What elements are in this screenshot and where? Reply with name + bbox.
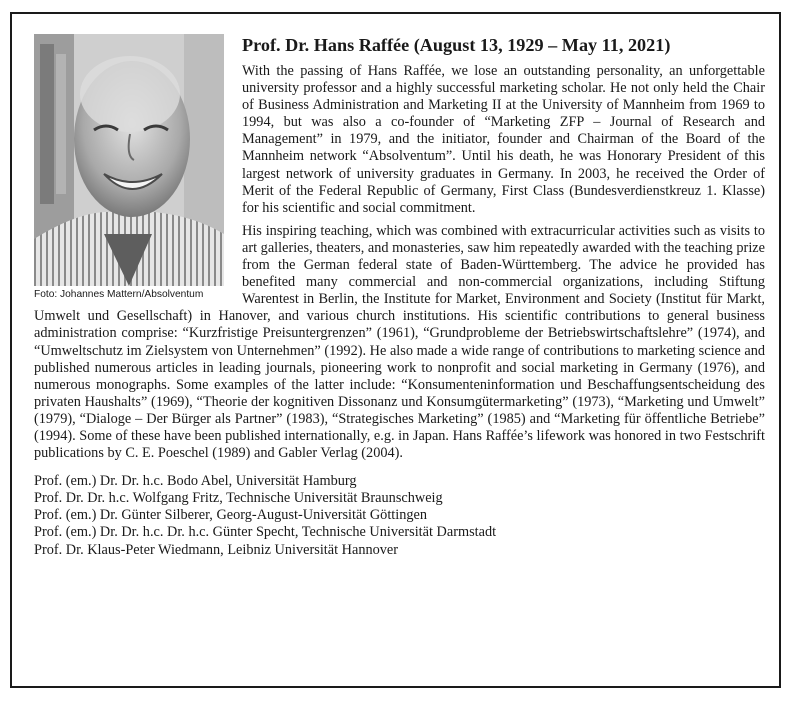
signatory-line: Prof. Dr. Dr. h.c. Wolfgang Fritz, Technische Universität Braunschweig	[34, 490, 443, 507]
signatory-line: Prof. (em.) Dr. Günter Silberer, Georg-August-Universität Göttingen	[34, 507, 428, 524]
paragraph-2: His inspiring teaching, which was combined with extracurricular activities such as visits to art galleries, theaters, and monasteries, saw him repeatedly awarded with the teaching prize from the German federal state of Baden-Württemberg. The advice he provided has benefited many commercial and non-commercial organizations, including Stiftung Warentest in Berlin, the Institute for Market, Environment and Society (Institut für Markt, Umwelt und Gesellschaft) in Hanover, and various church institutions. His scientific contributions to general business administration comprise: “Kurzfristige Preisuntergrenzen” (1961), “Grundprobleme der Betriebswirtschaftslehre” (1974), and “Umweltschutz im Zielsystem von Unternehmen” (1992). He also made a wide range of contributions to marketing science and published numerous articles in leading journals, pioneering work to nonprofit and social marketing in Germany (1976), and numerous monographs. Some examples of the latter include: “Konsumenteninformation und Beschaffungsentscheidung des privaten Haushalts” (1969), “Theorie der kognitiven Dissonanz und Konsumgütermarketing” (1973), “Marketing und Umwelt” (1979), “Dialoge – Der Bürger als Partner” (1983), “Strategisches Marketing” (1985) and “Marketing für öffentliche Betriebe” (1994). Some of these have been published internationally, e.g. in Japan. Hans Raffée’s lifework was honored in two Festschrift publications by C. E. Poeschel (1989) and Gabler Verlag (2004).	[34, 222, 765, 462]
signatories-list	[34, 473, 765, 558]
obituary-title: Prof. Dr. Hans Raffée (August 13, 1929 – May 11, 2021)	[242, 35, 671, 55]
paragraph-1: With the passing of Hans Raffée, we lose an outstanding personality, an unforgettable university professor and a highly successful marketing scholar. He not only held the Chair of Business Administration and Marketing II at the University of Mannheim from 1969 to 1994, but was also a co-founder of “Marketing ZFP – Journal of Research and Management” in 1979, and the initiator, founder and Chairman of the Board of the Mannheim network “Absolventum”. Until his death, he was Honorary President of this largest network of university graduates in Germany. In 2003, he received the Order of Merit of the Federal Republic of Germany, First Class (Bundesverdienstkreuz 1. Klasse) for his scientific and social commitment.	[242, 63, 765, 216]
photo-caption: Foto: Johannes Mattern/Absolventum	[34, 289, 204, 300]
signatory-line: Prof. (em.) Dr. Dr. h.c. Bodo Abel, Universität Hamburg	[34, 473, 357, 490]
portrait-photo	[34, 34, 224, 286]
obituary-article	[34, 34, 765, 559]
signatory-line: Prof. Dr. Klaus-Peter Wiedmann, Leibniz Universität Hannover	[34, 541, 399, 558]
portrait-illustration	[34, 34, 224, 286]
portrait-block	[34, 34, 232, 301]
signatory-line: Prof. (em.) Dr. Dr. h.c. Dr. h.c. Günter Specht, Technische Universität Darmstadt	[34, 524, 497, 541]
